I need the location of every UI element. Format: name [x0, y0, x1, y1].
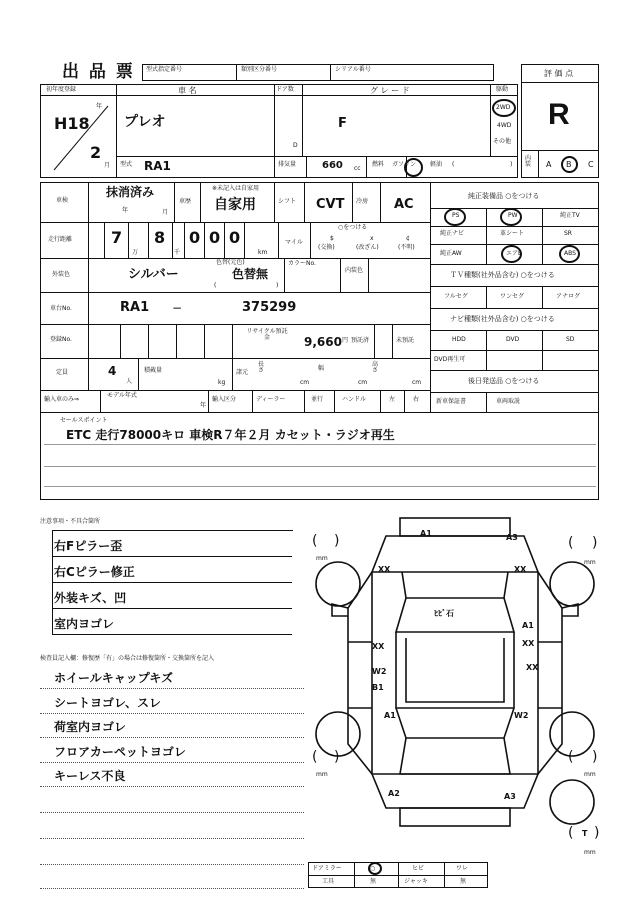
- parallel-label: 並行: [311, 396, 324, 403]
- mark-w2-bot: W2: [514, 711, 529, 720]
- capacity-unit: 人: [126, 378, 133, 385]
- exterior-value: シルバー: [128, 267, 179, 282]
- eq-ps-circle: [444, 208, 466, 226]
- odo-swap-mark: $: [330, 235, 334, 242]
- mileage-km: km: [258, 249, 268, 256]
- doors-label: ドア数: [276, 86, 294, 93]
- tools-value: 無: [370, 878, 377, 885]
- eq-navi: 純正ナビ: [440, 230, 465, 237]
- ac-value: AC: [394, 197, 414, 212]
- mark-b1: B1: [372, 683, 384, 692]
- disp-label: 排気量: [278, 161, 297, 168]
- ac-label: 冷房: [356, 198, 369, 205]
- color-no-label: カラーNo.: [288, 260, 316, 267]
- capacity-label: 定員: [56, 369, 69, 376]
- mark-w2-l: W2: [372, 667, 387, 676]
- mark-xx-lf: XX: [378, 565, 391, 574]
- grade-label: グ レ ー ド: [370, 86, 410, 95]
- eq-tv: 純正TV: [560, 212, 580, 219]
- mark-xx-r1: XX: [522, 639, 535, 648]
- genuine-title: 純正装備品 ○をつける: [468, 192, 540, 200]
- insp-year: 年: [122, 207, 129, 214]
- chassis-number: 375299: [242, 300, 297, 315]
- height-label: 高さ: [372, 361, 379, 374]
- mm-rr: mm: [584, 771, 596, 778]
- bracket-rr-open: (: [568, 749, 574, 765]
- recycle-unit: 円: [342, 337, 349, 344]
- disp-unit: cc: [354, 165, 361, 172]
- recycle-label: リサイクル預託金: [246, 328, 288, 341]
- fuel-gas-circle: [404, 158, 423, 177]
- eval-value: R: [548, 98, 570, 131]
- mark-a1-top: A1: [420, 529, 432, 538]
- usage-note: ※未記入は自家用: [212, 185, 260, 192]
- mile-label: マイル: [285, 239, 303, 246]
- note-2: 右Cピラー修正: [54, 565, 135, 579]
- mark-a2: A2: [388, 789, 400, 798]
- eq-analog: アナログ: [556, 293, 581, 300]
- fuel-label: 燃料: [372, 161, 385, 168]
- mark-xx-l: XX: [372, 642, 385, 651]
- first-reg-label: 初年度登録: [46, 86, 77, 93]
- eq-warranty: 新車保証書: [436, 398, 467, 405]
- drive-4wd: 4WD: [497, 122, 512, 129]
- note-3: 外装キズ、凹: [54, 591, 127, 605]
- fuel-gas: ガソリン: [392, 161, 417, 168]
- mark-a1-bot: A1: [384, 711, 396, 720]
- model-label: 型式: [120, 161, 133, 168]
- bracket-lf-open: (: [312, 533, 318, 549]
- odo-alt: (改ざん): [356, 244, 379, 251]
- drive-2wd-circle: [492, 99, 516, 117]
- odo-unknown-mark: ¢: [406, 235, 410, 242]
- right-label: 右: [413, 396, 420, 403]
- insp-5: キーレス不良: [54, 769, 126, 783]
- mileage-digit-5: 0: [229, 228, 241, 247]
- inspection-label: 車検: [56, 197, 69, 204]
- model-year-label: モデル年式: [107, 392, 137, 399]
- repaint-paren-open: (: [214, 282, 217, 289]
- eq-fullseg: フルセグ: [444, 293, 468, 300]
- chassis-label: 車台No.: [50, 305, 72, 312]
- insp-4: フロアカーペットヨゴレ: [54, 745, 186, 759]
- repaint-value: 色替無: [232, 267, 269, 281]
- shift-label: シフト: [278, 198, 297, 205]
- dealer-label: ディーラー: [256, 396, 286, 403]
- eq-abs-circle: [559, 245, 580, 263]
- mileage-sen: 千: [174, 249, 181, 256]
- eq-sr: SR: [564, 230, 572, 237]
- jack-value: 無: [460, 878, 467, 885]
- hibi-label: ヒビ: [412, 865, 425, 872]
- disp-value: 660: [322, 160, 343, 171]
- fuel-paren-close: ): [510, 161, 513, 168]
- mileage-label: 走行距離: [48, 236, 73, 243]
- mm-lf: mm: [316, 555, 328, 562]
- import-label: 輸入車のみ⇒: [44, 396, 80, 403]
- load-label: 積載量: [144, 367, 163, 374]
- interior-c: C: [588, 160, 594, 169]
- eq-aw: 純正AW: [440, 250, 462, 257]
- car-damage-diagram: [302, 512, 602, 868]
- reg-month: 2: [90, 143, 102, 162]
- eq-pw-circle: [500, 208, 522, 226]
- exterior-label: 外装色: [52, 271, 71, 278]
- chassis-prefix: RA1: [120, 300, 150, 315]
- sheet-title: 出 品 票: [62, 62, 135, 82]
- era-year: H18: [54, 114, 90, 133]
- name-label: 車 名: [178, 86, 197, 95]
- mm-rf: mm: [584, 559, 596, 566]
- drive-2wd: 2WD: [496, 104, 511, 111]
- odo-alt-mark: x: [370, 235, 374, 242]
- note-1: 右Fピラー歪: [54, 539, 123, 553]
- bracket-lr-close: ): [334, 749, 340, 765]
- mark-hibi: ﾋﾋﾞ石: [434, 609, 454, 618]
- eq-pw: PW: [508, 212, 518, 219]
- left-label: 左: [389, 396, 396, 403]
- eq-manual: 車両取説: [496, 398, 521, 405]
- handle-label: ハンドル: [342, 396, 367, 403]
- mileage-digit-2: 8: [154, 228, 166, 247]
- selling-label: セールスポイント: [60, 417, 108, 424]
- usage-value: 自家用: [214, 197, 256, 213]
- interior-b-circle: [561, 156, 578, 173]
- recycle-unpaid: 未預託: [396, 337, 415, 344]
- jack-label: ジャッキ: [404, 878, 428, 885]
- car-name: プレオ: [124, 114, 166, 130]
- drive-other: その他: [493, 138, 512, 145]
- eq-dvd-play: DVD再生可: [434, 356, 466, 363]
- length-label: 長さ: [258, 361, 265, 374]
- eq-abs: ABS: [564, 250, 576, 257]
- bracket-rf-close: ): [592, 535, 598, 551]
- eq-hdd: HDD: [452, 336, 466, 343]
- grade-value: F: [338, 116, 347, 131]
- load-kg: kg: [218, 379, 226, 386]
- eq-airbag: エアB: [506, 250, 523, 257]
- inspector-title: 検査員記入欄：修復歴「有」の場合は修復箇所・交換箇所を記入: [40, 655, 215, 662]
- insp-1: ホイールキャップキズ: [54, 671, 174, 685]
- interior-color-label: 内装色: [344, 267, 363, 274]
- eq-airbag-circle: [501, 245, 522, 263]
- crack-label: ワレ: [456, 865, 469, 872]
- bracket-rf-open: (: [568, 535, 574, 551]
- insp-3: 荷室内ヨゴレ: [54, 720, 127, 734]
- mileage-digit-3: 0: [189, 228, 201, 247]
- notes-title: 注意事項・不具合箇所: [40, 518, 101, 525]
- interior-b: B: [566, 160, 572, 169]
- interior-label: 内装: [525, 155, 532, 168]
- bracket-t-open: (: [568, 825, 574, 841]
- import-class-label: 輸入区分: [212, 396, 237, 403]
- doors-d: D: [293, 142, 298, 149]
- selling-text: ETC 走行78000キロ 車検R７年２月 カセット・ラジオ再生: [66, 428, 395, 442]
- bracket-lr-open: (: [312, 749, 318, 765]
- inspection-value: 抹消済み: [106, 185, 155, 199]
- serial-label: シリアル番号: [335, 66, 371, 73]
- mm-lr: mm: [316, 771, 328, 778]
- mark-a3-top: A3: [506, 533, 518, 542]
- recycle-value: 9,660: [304, 335, 342, 349]
- mark-xx-rf: XX: [514, 565, 527, 574]
- month-unit: 月: [104, 162, 111, 169]
- class-label: 類別区分番号: [241, 66, 278, 73]
- model-year-unit: 年: [200, 402, 207, 409]
- chassis-dash: −: [172, 301, 183, 315]
- bracket-t-close: ): [594, 825, 600, 841]
- mm-t: mm: [584, 849, 596, 856]
- mirror-label: ドアミラー: [312, 865, 342, 872]
- mileage-digit-4: 0: [209, 228, 221, 247]
- insp-2: シートヨゴレ、スレ: [54, 696, 162, 710]
- drive-label: 駆動: [496, 86, 509, 93]
- bracket-rr-close: ): [592, 749, 598, 765]
- recycle-paid: 預託済: [351, 337, 370, 344]
- mirror-value: ○: [370, 865, 376, 872]
- width-label: 幅: [318, 365, 325, 372]
- size-label: 諸元: [236, 369, 249, 376]
- mark-xx-r2: XX: [526, 663, 539, 672]
- odo-unknown: (不明): [398, 244, 415, 251]
- history-label: 車歴: [179, 198, 192, 205]
- insp-month: 月: [162, 209, 169, 216]
- interior-a: A: [546, 160, 552, 169]
- t-label: T: [582, 829, 588, 838]
- eq-ps: PS: [452, 212, 460, 219]
- mileage-digit-1: 7: [111, 228, 123, 247]
- repaint-label: 色替(元色): [216, 259, 245, 266]
- mark-a1-r: A1: [522, 621, 534, 630]
- width-cm: cm: [358, 379, 368, 386]
- model-value: RA1: [144, 159, 171, 173]
- later-title: 後日発送品 ○をつける: [468, 377, 540, 385]
- code-box: [142, 64, 494, 81]
- reg-label: 登録No.: [50, 336, 72, 343]
- tv-title: ＴＶ種類(社外品含む) ○をつける: [450, 271, 555, 279]
- length-cm: cm: [300, 379, 310, 386]
- odo-swap: (交換): [318, 244, 335, 251]
- shift-value: CVT: [316, 197, 345, 212]
- capacity-value: 4: [108, 364, 117, 378]
- odo-note: ○をつける: [338, 224, 368, 231]
- tools-label: 工具: [322, 878, 335, 885]
- eq-sd: SD: [566, 336, 575, 343]
- slash-line: [48, 100, 114, 176]
- year-unit: 年: [96, 103, 103, 110]
- mileage-man: 万: [132, 249, 139, 256]
- bracket-lf-close: ): [334, 533, 340, 549]
- mirror-circle: [368, 862, 382, 875]
- eq-dvd: DVD: [506, 336, 520, 343]
- note-4: 室内ヨゴレ: [54, 617, 115, 631]
- eval-label: 評 価 点: [544, 69, 574, 78]
- height-cm: cm: [412, 379, 422, 386]
- repaint-paren-close: ): [276, 282, 279, 289]
- eq-oneseg: ワンセグ: [500, 293, 525, 300]
- mark-a3-bot: A3: [504, 792, 516, 801]
- navi-title: ナビ種類(社外品含む) ○をつける: [450, 315, 555, 323]
- fuel-paren-open: (: [452, 161, 455, 168]
- fuel-diesel: 軽油: [430, 161, 443, 168]
- eq-leather: 革シート: [500, 230, 525, 237]
- model-cert-label: 型式指定番号: [146, 66, 183, 73]
